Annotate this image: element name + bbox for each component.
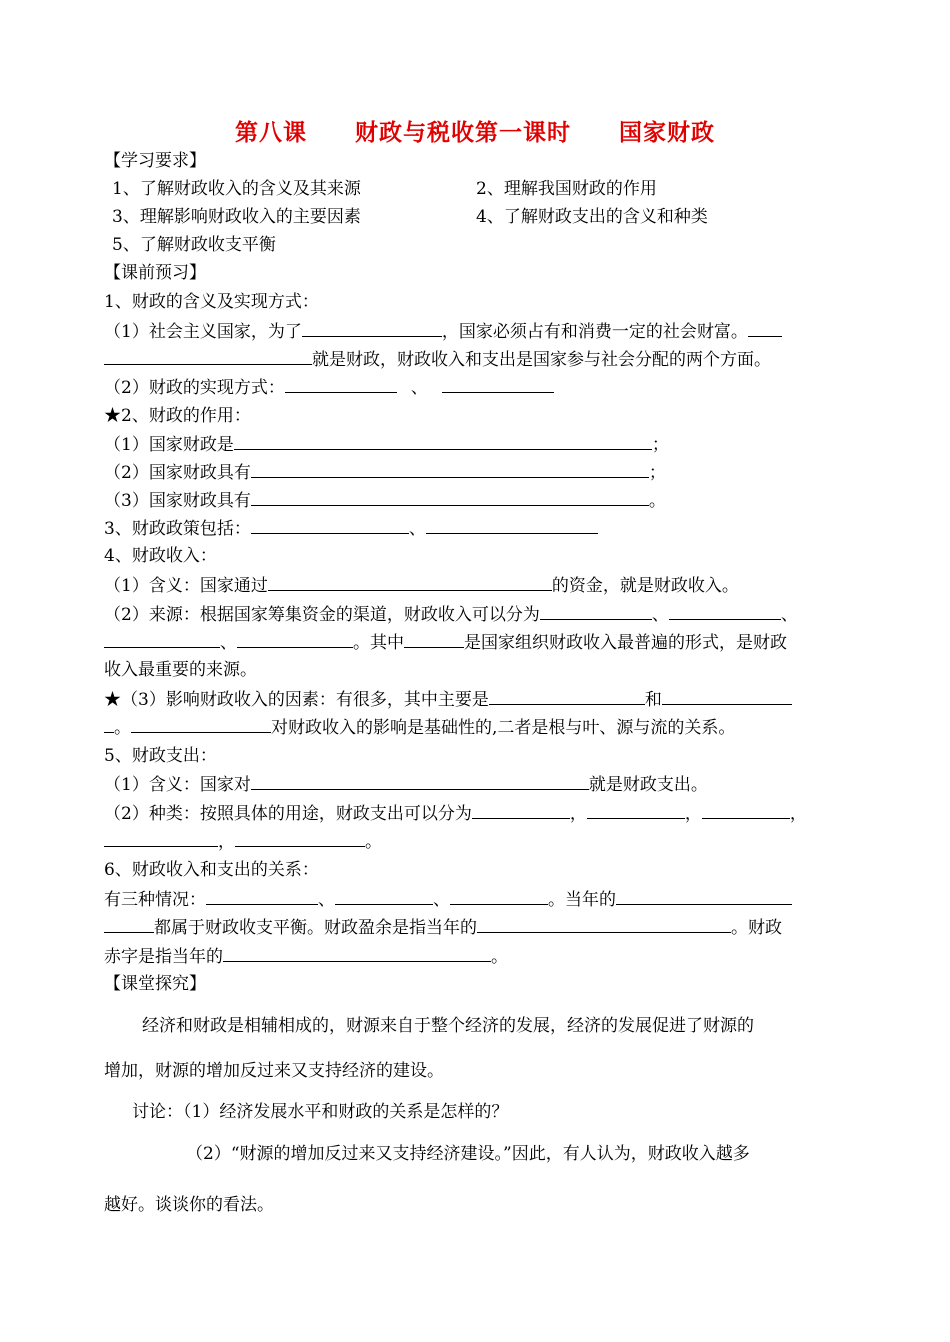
punct: ； <box>648 463 666 483</box>
answer-blank[interactable] <box>426 517 598 534</box>
question-4-2-cont2: 收入最重要的来源。 <box>104 660 257 680</box>
q6-text-b: 。当年的 <box>548 890 616 910</box>
answer-blank[interactable] <box>669 603 781 620</box>
answer-blank[interactable] <box>251 773 589 790</box>
q4-3-text-b: 和 <box>644 690 662 710</box>
question-5-2-cont <box>104 830 382 853</box>
answer-blank[interactable] <box>616 888 792 905</box>
requirement-1: 1、了解财政收入的含义及其来源 <box>112 179 361 199</box>
punct: ， <box>789 804 807 824</box>
q2-3-text: （3）国家财政具有 <box>104 491 251 511</box>
q5-1-text-b: 就是财政支出。 <box>588 775 708 795</box>
answer-blank[interactable] <box>477 916 731 933</box>
section-header-requirements: 【学习要求】 <box>104 151 206 171</box>
requirement-5: 5、了解财政收支平衡 <box>112 235 276 255</box>
answer-blank[interactable] <box>131 716 271 733</box>
punct: 。 <box>365 832 382 852</box>
q4-2-text-a: （2）来源：根据国家筹集资金的渠道，财政收入可以分为 <box>104 605 540 625</box>
discussion-2-cont: 越好。谈谈你的看法。 <box>104 1195 274 1215</box>
q4-2-text-c: 是国家组织财政收入最普遍的形式，是财政 <box>464 633 787 653</box>
separator: 、 <box>780 605 798 625</box>
answer-blank[interactable] <box>540 603 652 620</box>
q1-2-text: （2）财政的实现方式： <box>104 378 285 398</box>
answer-blank[interactable] <box>472 802 570 819</box>
q6-text-a: 有三种情况： <box>104 890 206 910</box>
requirement-2: 2、理解我国财政的作用 <box>476 179 657 199</box>
requirement-4: 4、了解财政支出的含义和种类 <box>476 207 708 227</box>
punct: ， <box>569 804 587 824</box>
question-6-a <box>104 888 792 911</box>
question-5: 5、财政支出： <box>104 746 217 766</box>
answer-blank[interactable] <box>662 688 792 705</box>
question-2-2 <box>104 461 666 484</box>
punct: ， <box>218 832 235 852</box>
question-5-1 <box>104 773 708 796</box>
question-1-1-cont <box>104 348 771 371</box>
answer-blank[interactable] <box>104 830 218 847</box>
answer-blank[interactable] <box>302 320 442 337</box>
answer-blank[interactable] <box>234 433 652 450</box>
question-2-3 <box>104 489 666 512</box>
separator: 、 <box>651 605 669 625</box>
punct: ； <box>651 435 669 455</box>
punct: ， <box>684 804 702 824</box>
q1-1-text-a: （1）社会主义国家，为了 <box>104 322 302 342</box>
answer-blank[interactable] <box>489 688 645 705</box>
q4-1-text-a: （1）含义：国家通过 <box>104 576 268 596</box>
section-header-class: 【课堂探究】 <box>104 974 206 994</box>
answer-blank[interactable] <box>450 888 548 905</box>
question-2-1 <box>104 433 669 456</box>
answer-blank[interactable] <box>206 888 318 905</box>
answer-blank[interactable] <box>235 830 365 847</box>
q4-1-text-b: 的资金，就是财政收入。 <box>551 576 739 596</box>
q4-2-text-b: 。其中 <box>353 633 404 653</box>
answer-blank[interactable] <box>748 320 782 337</box>
answer-blank[interactable] <box>104 631 220 648</box>
answer-blank[interactable] <box>268 574 552 591</box>
q2-1-text: （1）国家财政是 <box>104 435 234 455</box>
answer-blank[interactable] <box>104 916 154 933</box>
separator: 、 <box>433 890 450 910</box>
answer-blank[interactable] <box>335 888 433 905</box>
page-title: 第八课 财政与税收第一课时 国家财政 <box>235 119 715 146</box>
separator: 、 <box>410 378 428 398</box>
answer-blank[interactable] <box>702 802 790 819</box>
answer-blank[interactable] <box>223 945 491 962</box>
question-3 <box>104 517 598 540</box>
question-4-3 <box>104 688 792 711</box>
answer-blank[interactable] <box>104 348 312 365</box>
question-6: 6、财政收入和支出的关系： <box>104 860 319 880</box>
answer-blank[interactable] <box>104 716 114 733</box>
question-1-1 <box>104 320 782 343</box>
q6-text-e: 赤字是指当年的 <box>104 947 223 967</box>
q6-text-d: 。财政 <box>731 918 782 938</box>
question-4-2 <box>104 603 798 626</box>
q2-2-text: （2）国家财政具有 <box>104 463 251 483</box>
punct: 。 <box>648 491 666 511</box>
requirement-3: 3、理解影响财政收入的主要因素 <box>112 207 361 227</box>
question-6-b <box>104 916 782 939</box>
q1-1-text-b: ，国家必须占有和消费一定的社会财富。 <box>441 322 748 342</box>
separator: 、 <box>408 519 426 539</box>
question-1: 1、财政的含义及实现方式： <box>104 292 319 312</box>
punct: 。 <box>114 718 131 738</box>
q4-3-text-c: 对财政收入的影响是基础性的,二者是根与叶、源与流的关系。 <box>271 718 736 738</box>
punct: 。 <box>491 947 508 967</box>
question-5-2 <box>104 802 807 825</box>
answer-blank[interactable] <box>442 376 554 393</box>
q5-1-text-a: （1）含义：国家对 <box>104 775 251 795</box>
question-4: 4、财政收入： <box>104 546 217 566</box>
question-2: ★2、财政的作用： <box>104 406 251 426</box>
answer-blank[interactable] <box>251 461 649 478</box>
question-4-1 <box>104 574 739 597</box>
answer-blank[interactable] <box>587 802 685 819</box>
question-1-2 <box>104 376 554 399</box>
q3-text: 3、财政政策包括： <box>104 519 251 539</box>
q1-1-text-c: 就是财政，财政收入和支出是国家参与社会分配的两个方面。 <box>312 350 771 370</box>
section-header-preview: 【课前预习】 <box>104 263 206 283</box>
separator: 、 <box>220 633 237 653</box>
separator: 、 <box>318 890 335 910</box>
answer-blank[interactable] <box>251 517 409 534</box>
answer-blank[interactable] <box>285 376 397 393</box>
answer-blank[interactable] <box>237 631 353 648</box>
answer-blank[interactable] <box>404 631 464 648</box>
paragraph-line-1: 经济和财政是相辅相成的，财源来自于整个经济的发展，经济的发展促进了财源的 <box>142 1016 754 1036</box>
answer-blank[interactable] <box>251 489 649 506</box>
question-6-c <box>104 945 508 968</box>
q6-text-c: 都属于财政收支平衡。财政盈余是指当年的 <box>154 918 477 938</box>
q4-3-text-a: ★（3）影响财政收入的因素：有很多，其中主要是 <box>104 690 489 710</box>
discussion-2: （2）“财源的增加反过来又支持经济建设。”因此，有人认为，财政收入越多 <box>186 1144 750 1164</box>
discussion-1: 讨论：（1）经济发展水平和财政的关系是怎样的？ <box>132 1102 509 1122</box>
question-4-3-cont <box>104 716 735 739</box>
q5-2-text: （2）种类：按照具体的用途，财政支出可以分为 <box>104 804 472 824</box>
paragraph-line-2: 增加，财源的增加反过来又支持经济的建设。 <box>104 1061 444 1081</box>
question-4-2-cont <box>104 631 787 654</box>
